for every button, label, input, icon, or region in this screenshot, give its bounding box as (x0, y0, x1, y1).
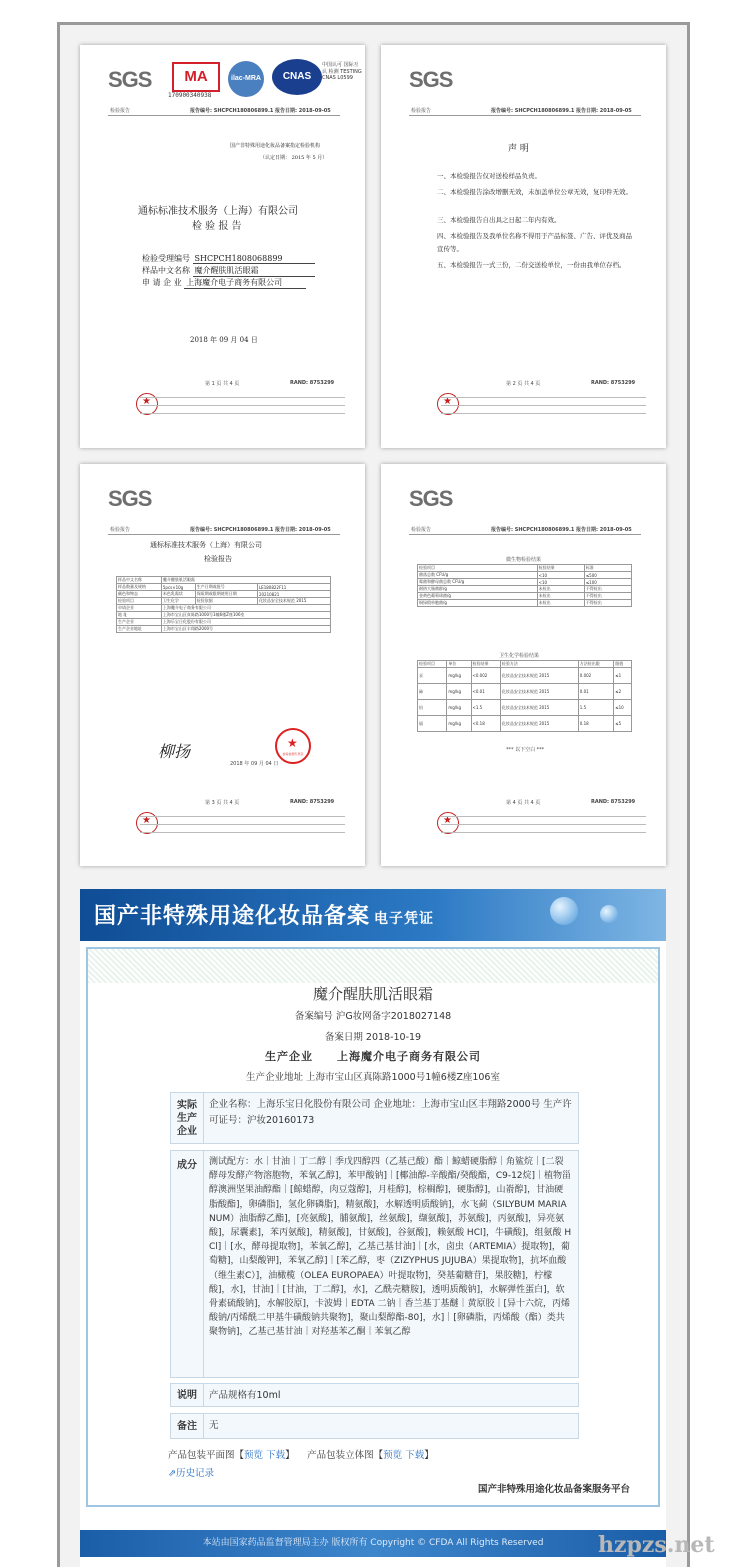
sgs-logo: SGS (409, 486, 453, 511)
producer: 生产企业 上海魔介电子商务有限公司 (265, 1050, 481, 1063)
footer-line (140, 405, 345, 406)
chem-table-title: 卫生化学检验结果 (499, 653, 540, 659)
report-label: 检验报告 (110, 108, 131, 114)
sgs-logo: SGS (108, 67, 152, 92)
table-row: 铅 mg/kg <1.5 化妆品安全技术规范 2015 1.5 ≤10 (418, 700, 632, 716)
section-actual-producer (170, 1092, 579, 1144)
banner-title: 国产非特殊用途化妆品备案 电子凭证 (94, 904, 435, 929)
footer-line (441, 816, 646, 817)
report-number: 报告编号: SHCPCH180806899.1 (491, 527, 575, 533)
report-date: 报告日期: 2018-09-05 (275, 527, 331, 533)
page-number: 第 1 页 共 4 页 (205, 381, 240, 387)
report-title: 检验报告 (204, 555, 232, 563)
statement-item: 一、本检验报告仅对送检样品负责。 (437, 172, 541, 180)
certificate-banner (80, 889, 666, 941)
field-row: 申 请 企 业 上海魔介电子商务有限公司 (142, 277, 306, 289)
section-body: 测试配方：水｜甘油｜丁二醇｜季戊四醇四（乙基己酸）酯｜鲸蜡硬脂醇｜角鲨烷｜[二裂酵母发酵产物溶胞物，苯氧乙醇]，苯甲酸钠]｜[椰油醇-辛酸酯/癸酸酯，C9-12烷]｜植物甾醇澳洲坚果油醇酯｜[鲸蜡醇，肉豆蔻醇]，月桂醇]，棕榈醇]，硬脂醇]，山嵛醇]，甘油硬脂酸酯]，卵磷脂]，氢化卵磷脂]，精氨酸]，水解透明质酸钠]，水飞蓟（SILYBUM MARIANUM）油脂醇乙酯]，[亮氨酸]，脯氨酸]，丝氨酸]，缬氨酸]，苏氨酸]，丙氨酸]，异亮氨酸]，尿囊素]，苯丙氨酸]，精氨酸]，甘氨酸]，谷氨酸]，赖氨酸 HCl]，牛磺酸]，组氨酸 HCl]｜[水，酵母提取物]，苯氧乙醇]，乙基己基甘油]｜[水，卤虫（ARTEMIA）提取物]，葡萄糖]，山梨酸钾]，苯氧乙醇]｜[苯乙醇，枣（ZIZYPHUS JUJUBA）果提取物]，抗坏血酸（维生素C）]，油橄榄（OLEA EUROPAEA）叶提取物]，癸基葡糖苷]，果胶糖]，柠檬酸]，水]，甘油]｜[甘油，丁二醇]，水]，乙酰壳糖胺]，透明质酸钠]，水解弹性蛋白]，软骨素硫酸钠]，水解胶原]，卡波姆｜EDTA 二钠｜香兰基丁基醚｜黄原胶｜[异十六烷，丙烯酸钠/丙烯酰二甲基牛磺酸钠共聚物]，聚山梨醇酯-80]，水]｜[卵磷脂，丙烯酸（酯）类共聚物钠]，乙基己基甘油｜对羟基苯乙酮｜苯氧乙醇 (209, 1157, 572, 1338)
table-row: 检验项目 卫生化学 检验依据 化妆品安全技术规范 2015 (117, 598, 331, 605)
table-row: 生产企业 上海乐宝日化股份有限公司 (117, 619, 331, 626)
watermark: hzpzs.net (598, 1532, 715, 1558)
header-rule (409, 534, 641, 535)
report-page-1 (80, 45, 365, 448)
sgs-logo: SGS (108, 486, 152, 511)
page-number: 第 2 页 共 4 页 (506, 381, 541, 387)
3d-preview-link[interactable]: 预览 (383, 1450, 403, 1461)
report-title: 检 验 报 告 (192, 221, 242, 232)
sample-info-table (116, 576, 331, 633)
footer-line (441, 832, 646, 833)
micro-results-table (417, 564, 632, 607)
report-label: 检验报告 (411, 108, 432, 114)
section-label: 备注 (171, 1414, 204, 1438)
table-row: 汞 mg/kg <0.002 化妆品安全技术规范 2015 0.002 ≤1 (418, 668, 632, 684)
flat-preview-link[interactable]: 预览 (244, 1450, 264, 1461)
table-row: 砷 mg/kg <0.01 化妆品安全技术规范 2015 0.01 ≤2 (418, 684, 632, 700)
table-row: 颜色和物态 米色乳霜状 保质期或限期使用日期 20210821 (117, 591, 331, 598)
footer-line (441, 824, 646, 825)
page-number: 第 3 页 共 4 页 (205, 800, 240, 806)
agency-date: （认定日期： 2015 年 5 月） (260, 155, 328, 161)
footer-line (140, 816, 345, 817)
table-row: 镉 mg/kg <0.18 化妆品安全技术规范 2015 0.18 ≤5 (418, 716, 632, 732)
issue-date: 2018 年 09 月 04 日 (230, 761, 279, 767)
certificate-footer: 本站由国家药品监督管理局主办 版权所有 Copyright © CFDA All Rights Reserved (80, 1530, 666, 1557)
section-notes (170, 1383, 579, 1407)
footer-line (140, 832, 345, 833)
section-label: 说明 (171, 1384, 204, 1406)
table-row: 耐热大肠菌群/g 未检出 不得检出 (418, 586, 632, 593)
rand-code: RAND: 8753299 (290, 380, 335, 386)
issue-date: 2018 年 09 月 04 日 (190, 336, 258, 344)
section-remarks (170, 1413, 579, 1439)
table-row: 菌落总数 CFU/g <10 ≤500 (418, 572, 632, 579)
report-number: 报告编号: SHCPCH180806899.1 (491, 108, 575, 114)
header-rule (108, 115, 340, 116)
cma-code: 170900340938 (168, 92, 212, 99)
report-number: 报告编号: SHCPCH180806899.1 (190, 527, 274, 533)
table-row: 申请企业 上海魔介电子商务有限公司 (117, 605, 331, 612)
agency-note: 国产非特殊用途化妆品备案指定检验机构 (230, 143, 321, 149)
statement-item: 二、本检验报告涂改增删无效，未加盖单位公章无效，复印件无效。 (437, 188, 632, 196)
section-label: 实际生产企业 (171, 1093, 204, 1143)
field-row: 样品中文名称 魔介醒肤肌活眼霜 (142, 265, 315, 277)
section-body: 企业名称：上海乐宝日化股份有限公司 企业地址：上海市宝山区丰翔路2000号 生产许可证号：沪妆20160173 (209, 1099, 572, 1126)
table-row: 铜绿假单胞菌/g 未检出 不得检出 (418, 600, 632, 607)
rand-code: RAND: 8753299 (290, 799, 335, 805)
rand-code: RAND: 8753299 (591, 799, 636, 805)
footer-line (140, 413, 345, 414)
molecule-icon (600, 905, 618, 923)
report-label: 检验报告 (411, 527, 432, 533)
table-row: 生产企业地址 上海市宝山区丰翔路2000号 (117, 626, 331, 633)
footer-line (140, 397, 345, 398)
footer-line (441, 405, 646, 406)
header-rule (108, 534, 340, 535)
section-label: 成分 (171, 1151, 204, 1377)
history-icon: ⇗ (168, 1468, 176, 1479)
rand-code: RAND: 8753299 (591, 380, 636, 386)
section-body: 无 (209, 1420, 219, 1431)
inspection-seal-icon: ★ 检验检测专用章 (275, 728, 311, 764)
table-row: 样品数量及规格 5pcs×10g 生产日期或批号 LE180822F11 (117, 584, 331, 591)
producer-address: 生产企业地址 上海市宝山区真陈路1000号1幢6楼Z座106室 (246, 1072, 500, 1083)
product-name: 魔介醒肤肌活眼霜 (312, 985, 433, 1003)
report-date: 报告日期: 2018-09-05 (576, 108, 632, 114)
molecule-icon (550, 897, 578, 925)
header-rule (409, 115, 641, 116)
statement-item: 四、本检验报告及我单位名称不得用于产品标签、广告、评优及商品宣传等。 (437, 232, 632, 253)
footer-line (140, 824, 345, 825)
ilac-mra-logo: ilac-MRA (228, 61, 264, 97)
table-row: 样品中文名称 魔介醒肤肌活眼霜 (117, 577, 331, 584)
statement-heading: 声 明 (508, 144, 529, 154)
company-name: 通标标准技术服务（上海）有限公司 (138, 206, 298, 217)
table-row: 检验项目 单位 检验结果 检验方法 方法检出限 限值 (418, 661, 632, 668)
history-link[interactable]: ⇗历史记录 (168, 1468, 214, 1479)
table-row: 地 址 上海市宝山区真陈路1000号1幢6楼Z座106室 (117, 612, 331, 619)
report-number: 报告编号: SHCPCH180806899.1 (190, 108, 274, 114)
micro-table-title: 微生物检验结果 (506, 557, 542, 563)
end-marker: *** 以下空白 *** (506, 747, 545, 753)
signature: 柳扬 (158, 742, 191, 761)
section-ingredients (170, 1150, 579, 1378)
cnas-logo: CNAS (272, 59, 322, 95)
cma-logo: MA (172, 62, 220, 92)
report-page-2 (381, 45, 666, 448)
statement-item: 三、本检验报告自出具之日起二年内有效。 (437, 216, 561, 224)
record-date: 备案日期 2018-10-19 (324, 1032, 422, 1043)
package-downloads: 产品包装平面图【预览 下载】 产品包装立体图【预览 下载】 (168, 1450, 434, 1461)
report-page-3 (80, 464, 365, 866)
statement-item: 五、本检验报告一式三份，二份交送检单位，一份由我单位存档。 (437, 261, 626, 269)
footer-line (441, 413, 646, 414)
decor-pattern (88, 949, 658, 983)
report-label: 检验报告 (110, 527, 131, 533)
3d-download-link[interactable]: 下载 (405, 1450, 425, 1461)
cnas-text: 中国认可 国际互认 检测 TESTING CNAS L0599 (322, 62, 362, 81)
record-number: 备案编号 沪G妆网备字2018027148 (294, 1011, 452, 1022)
table-row: 霉菌和酵母菌总数 CFU/g <10 ≤100 (418, 579, 632, 586)
report-page-4 (381, 464, 666, 866)
page-number: 第 4 页 共 4 页 (506, 800, 541, 806)
table-row: 金黄色葡萄球菌/g 未检出 不得检出 (418, 593, 632, 600)
flat-download-link[interactable]: 下载 (266, 1450, 286, 1461)
field-row: 检验受理编号 SHCPCH1808068899 (142, 253, 315, 264)
table-row: 检验项目 检验结果 标准 (418, 565, 632, 572)
report-date: 报告日期: 2018-09-05 (275, 108, 331, 114)
report-date: 报告日期: 2018-09-05 (576, 527, 632, 533)
sgs-logo: SGS (409, 67, 453, 92)
company-name: 通标标准技术服务（上海）有限公司 (150, 541, 262, 549)
platform-name: 国产非特殊用途化妆品备案服务平台 (478, 1484, 631, 1495)
section-body: 产品规格有10ml (209, 1390, 281, 1401)
chem-results-table (417, 660, 632, 732)
footer-line (441, 397, 646, 398)
